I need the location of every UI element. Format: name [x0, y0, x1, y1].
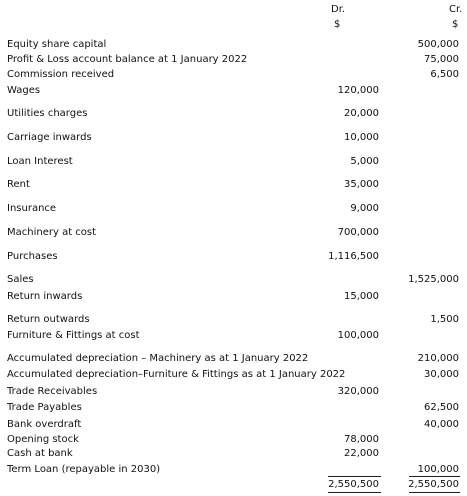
dr-total-rule-top — [328, 476, 381, 477]
dr-amount: 20,000 — [344, 108, 379, 119]
table-row — [0, 84, 467, 98]
account-name: Accumulated depreciation – Machinery as at 1 January 2022 — [7, 353, 309, 364]
dr-amount: 10,000 — [344, 132, 379, 143]
cr-total-rule-bottom — [409, 492, 460, 493]
table-row — [0, 68, 467, 82]
account-name: Rent — [7, 179, 30, 190]
dr-amount: 320,000 — [337, 386, 379, 397]
account-name: Return inwards — [7, 291, 83, 302]
cr-amount: 100,000 — [417, 464, 459, 475]
account-name: Equity share capital — [7, 39, 107, 50]
cr-currency-symbol: $ — [452, 19, 459, 30]
dr-amount: 9,000 — [350, 203, 379, 214]
account-name: Commission received — [7, 69, 115, 80]
cr-amount: 500,000 — [417, 39, 459, 50]
cr-amount: 40,000 — [424, 419, 459, 430]
account-name: Profit & Loss account balance at 1 January 2022 — [7, 54, 248, 65]
table-row — [0, 250, 467, 264]
account-name: Trade Payables — [7, 402, 82, 413]
dr-amount: 35,000 — [344, 179, 379, 190]
account-name: Accumulated depreciation–Furniture & Fittings as at 1 January 2022 — [7, 369, 346, 380]
cr-amount: 1,525,000 — [408, 274, 459, 285]
table-row — [0, 447, 467, 461]
dr-amount: 120,000 — [337, 85, 379, 96]
table-row — [0, 313, 467, 327]
cr-amount: 62,500 — [424, 402, 459, 413]
table-row — [0, 273, 467, 287]
table-row — [0, 53, 467, 67]
dr-amount: 15,000 — [344, 291, 379, 302]
account-name: Purchases — [7, 251, 58, 262]
dr-amount: 700,000 — [337, 227, 379, 238]
cr-amount: 1,500 — [430, 314, 459, 325]
account-name: Machinery at cost — [7, 227, 97, 238]
dr-amount: 1,116,500 — [328, 251, 379, 262]
dr-column-heading: Dr. — [331, 4, 346, 15]
account-name: Loan Interest — [7, 156, 73, 167]
cr-amount: 30,000 — [424, 369, 459, 380]
dr-total-rule-bottom — [328, 492, 381, 493]
account-name: Return outwards — [7, 314, 90, 325]
table-row — [0, 38, 467, 52]
account-name: Cash at bank — [7, 448, 73, 459]
cr-amount: 6,500 — [430, 69, 459, 80]
cr-amount: 75,000 — [424, 54, 459, 65]
cr-total-rule-top — [409, 476, 460, 477]
dr-amount: 78,000 — [344, 434, 379, 445]
table-row — [0, 131, 467, 145]
account-name: Utilities charges — [7, 108, 88, 119]
table-row — [0, 290, 467, 304]
cr-column-heading: Cr. — [449, 4, 463, 15]
table-row — [0, 226, 467, 240]
table-row — [0, 178, 467, 192]
table-row — [0, 107, 467, 121]
cr-amount: 210,000 — [417, 353, 459, 364]
table-row — [0, 463, 467, 477]
account-name: Opening stock — [7, 434, 79, 445]
account-name: Furniture & Fittings at cost — [7, 330, 140, 341]
account-name: Bank overdraft — [7, 419, 82, 430]
table-row — [0, 155, 467, 169]
account-name: Sales — [7, 274, 34, 285]
table-row — [0, 418, 467, 432]
dr-amount: 100,000 — [337, 330, 379, 341]
table-row — [0, 329, 467, 343]
dr-total: 2,550,500 — [328, 479, 379, 490]
account-name: Term Loan (repayable in 2030) — [7, 464, 161, 475]
table-row — [0, 368, 467, 382]
cr-total: 2,550,500 — [408, 479, 459, 490]
table-row — [0, 385, 467, 399]
table-row — [0, 433, 467, 447]
dr-amount: 5,000 — [350, 156, 379, 167]
account-name: Carriage inwards — [7, 132, 92, 143]
table-row — [0, 401, 467, 415]
account-name: Insurance — [7, 203, 57, 214]
table-row — [0, 202, 467, 216]
dr-currency-symbol: $ — [334, 19, 341, 30]
account-name: Trade Receivables — [7, 386, 98, 397]
table-row — [0, 352, 467, 366]
dr-amount: 22,000 — [344, 448, 379, 459]
account-name: Wages — [7, 85, 41, 96]
